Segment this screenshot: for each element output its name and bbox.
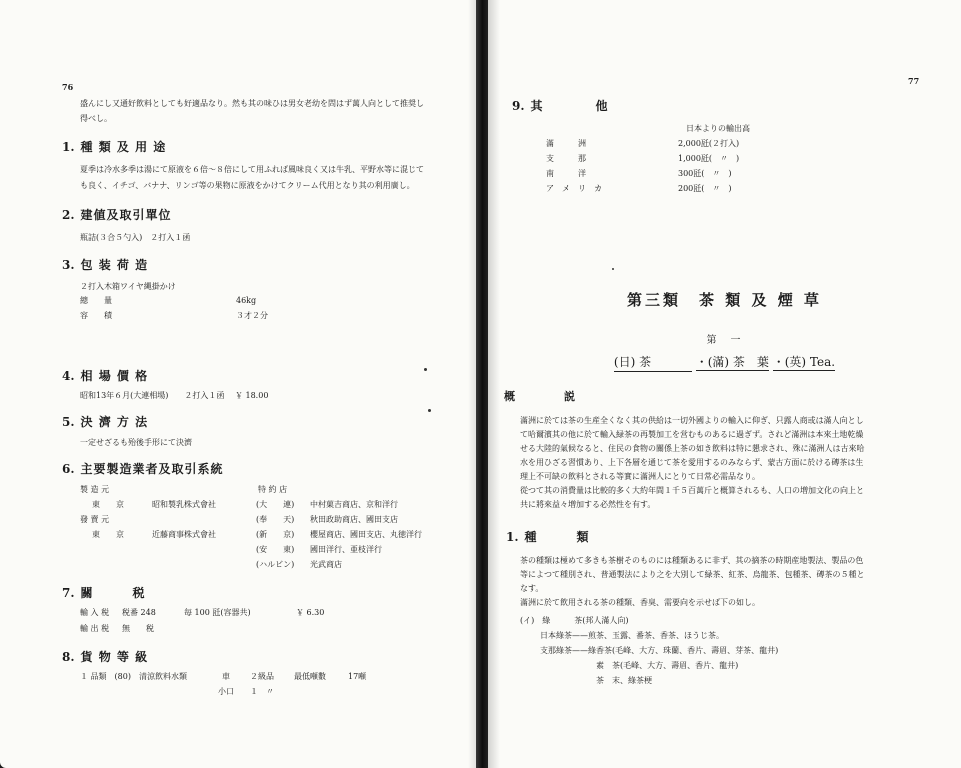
scan-speck	[424, 368, 427, 371]
section-heading: 2. 建値及取引單位	[62, 208, 172, 222]
section-heading: 6. 主要製造業者及取引系統	[62, 462, 224, 476]
section-heading: 1. 種 類 及 用 途	[62, 140, 167, 154]
agent-label: 特 約 店	[258, 485, 288, 494]
left-page: 76 盛んにし又通好飲料としても好適品なり。然も其の味ひは男女老幼を問はず萬人向として推奨し 得べし。 1. 種 類 及 用 途 夏季は冷水多季は湯にて原液を６倍～８倍にして用ふれば風味良く又は牛乳、平野水等に混じて も良く、イチゴ、バナナ、リンゴ等の果物に原液をかけてクリーム代用となり其の利用廣し。 2. 建値及取引單位 瓶詰(３合５勺入) ２打入１函 3. 包 装 荷 造 ２打入木箱ワイヤ縄掛かけ 總 量 46kg 容 積 ３才２分 4. 相 場 價 格 昭和13年６月(大連相場) ２打入１函 ￥ 18.00 5. 決 濟 方 法 一定せざるも殆後手形にて決濟 6. 主要製造業者及取引系統 製 造 元 特 約 店 東 京 昭和製乳株式會社 發 賣 元 東 京 近藤商事株式會社 (大 連) 中村菓吉商店、京和洋行 (奉 天) 秋田政助商店、國田支店 (新 京) 櫻屋商店、國田支店、丸徳洋行 (安 東) 國田洋行、亜枝洋行 (ハルビン) 光武商店 7. 關 税 輸 入 税 税番 248 毎 100 瓩(容器共) ￥ 6.30 輸 出 税 無 税 8. 貨 物 等 級 １ 品類 (80) 清涼飲料水類 車 ２級品 最低噸數 17噸 小口 １ 〃	[0, 0, 478, 768]
section-heading: 8. 貨 物 等 級	[62, 650, 149, 664]
overview-heading: 概 説	[504, 390, 576, 403]
tea-line: 茶 末、綠茶梗	[596, 676, 652, 685]
section-text: 夏季は冷水多季は湯にて原液を６倍～８倍にして用ふれば風味良く又は牛乳、平野水等に混じて	[80, 165, 424, 174]
section-heading: 1. 種 類	[506, 530, 590, 544]
section-text: ２打入木箱ワイヤ縄掛かけ	[80, 282, 176, 291]
overview-paragraph: 滿洲に於ては茶の生産全くなく其の供給は一切外國よりの輸入に仰ぎ、只露人商或は滿人向とし て哈爾濱其の他に於て輸入緑茶の再製加工を営むものあるに過ぎず。されど滿洲は本來土地乾燥 せる大陸的氣候なると、住民の食物の關係上茶の如き飲料は特に懇求され、殊に滿洲人は古來哈 水を用ひざる習慣あり、上下各層を通じて茶を愛用するのみならず、蒙古方面に於ける磚茶は生 理上不可缺の飲料とされる等實に滿洲人にとりて日常必需品なり。 從つて其の消費量は比較的多く大約年間１千５百萬斤と概算されるも、人口の増加文化の向上と 共に將來益々増加する必然性を有す。	[520, 416, 865, 509]
tea-line: 支那綠茶——綠香茶(毛峰、大方、珠蘭、香片、壽眉、芽茶、龍井)	[540, 646, 779, 655]
page-number: 76	[62, 82, 74, 92]
subsection-heading: (イ) 綠 茶(邦人滿人向)	[520, 616, 629, 625]
section-heading: 9. 其 他	[512, 99, 609, 113]
section-heading: 5. 決 濟 方 法	[62, 415, 149, 429]
section-heading: 7. 關 税	[62, 586, 146, 600]
section-text: 一定せざるも殆後手形にて決濟	[80, 438, 192, 447]
chapter-title: 第三類 茶 類 及 煙 草	[627, 291, 822, 309]
item-title: (日) 茶 ・(滿) 茶 葉 ・(英) Tea.	[488, 353, 961, 372]
section-text: 昭和13年６月(大連相場) ２打入１函 ￥ 18.00	[80, 391, 269, 400]
intro-line: 盛んにし又通好飲料としても好適品なり。然も其の味ひは男女老幼を問はず萬人向として推奨し	[80, 99, 424, 108]
types-paragraph: 茶の種類は極めて多きも茶樹そのものには種類あるに非ず、其の摘茶の時期産地製法、製品の色 等によつて種別され、普通製法により之を大別して緑茶、紅茶、烏龍茶、包種茶、磚茶の５種と なす。 滿洲に於て飲用される茶の種類、香臭、需要向を示せば下の如し。	[520, 556, 865, 607]
intro-line: 得べし。	[80, 114, 112, 123]
tea-line: 素 茶(毛峰、大方、壽眉、香片、龍井)	[596, 661, 739, 670]
seller-label: 發 賣 元	[80, 515, 110, 524]
section-heading: 3. 包 装 荷 造	[62, 258, 149, 272]
section-heading: 4. 相 場 價 格	[62, 369, 149, 383]
tea-line: 日本綠茶——煎茶、玉露、番茶、香茶、ほうじ茶。	[540, 631, 724, 640]
table-header: 日本よりの輸出高	[686, 124, 750, 133]
chapter-subheading: 第 一	[706, 335, 743, 346]
section-text: も良く、イチゴ、バナナ、リンゴ等の果物に原液をかけてクリーム代用となり其の利用廣し。	[80, 181, 415, 190]
scan-speck	[428, 409, 431, 412]
scan-speck	[612, 268, 614, 270]
maker-label: 製 造 元	[80, 485, 110, 494]
right-page: 77 9. 其 他 日本よりの輸出高 滿 洲 2,000瓩(２打入) 支 那 1,000瓩( 〃 ) 南 洋 300瓩( 〃 ) ア メ リ カ 200瓩( 〃 ) 第三類 茶 類 及 煙 草 第 一 (日) 茶 ・(滿) 茶 葉 ・(英) Tea. 概 説 滿洲に於ては茶の生産全くなく其の供給は一切外國よりの輸入に仰ぎ、只露人商或は滿人向とし て哈爾濱其の他に於て輸入緑茶の再製加工を営むものあるに過ぎず。されど滿洲は本來土地乾燥 せる大陸的氣候なると、住民の食物の關係上茶の如き飲料は特に懇求され、殊に滿洲人は古來哈 水を用ひざる習慣あり、上下各層を通じて茶を愛用するのみならず、蒙古方面に於ける磚茶は生 理上不可缺の飲料とされる等實に滿洲人にとりて日常必需品なり。 從つて其の消費量は比較的多く大約年間１千５百萬斤と概算されるも、人口の増加文化の向上と 共に將來益々増加する必然性を有す。 1. 種 類 茶の種類は極めて多きも茶樹そのものには種類あるに非ず、其の摘茶の時期産地製法、製品の色 等によつて種別され、普通製法により之を大別して緑茶、紅茶、烏龍茶、包種茶、磚茶の５種と なす。 滿洲に於て飲用される茶の種類、香臭、需要向を示せば下の如し。 (イ) 綠 茶(邦人滿人向) 日本綠茶——煎茶、玉露、番茶、香茶、ほうじ茶。 支那綠茶——綠香茶(毛峰、大方、珠蘭、香片、壽眉、芽茶、龍井) 素 茶(毛峰、大方、壽眉、香片、龍井) 茶 末、綠茶梗	[488, 0, 961, 768]
section-text: 瓶詰(３合５勺入) ２打入１函	[80, 233, 191, 242]
page-number: 77	[908, 76, 920, 86]
